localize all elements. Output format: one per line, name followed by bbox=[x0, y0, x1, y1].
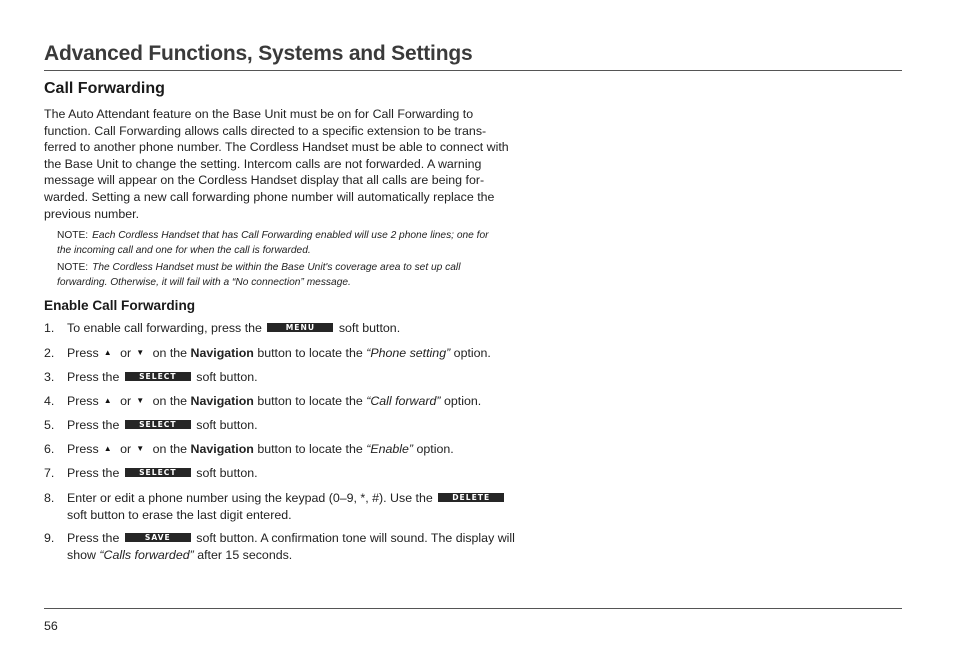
navigation-down-arrow-icon: ▼ bbox=[136, 444, 145, 454]
intro-line: ferred to another phone number. The Cordless Handset must be able to connect with bbox=[44, 140, 509, 155]
navigation-up-arrow-icon: ▲ bbox=[103, 348, 112, 358]
step-text-part: or bbox=[120, 394, 132, 408]
note-label: NOTE: bbox=[57, 262, 89, 273]
step-text-part: Press the bbox=[67, 466, 120, 480]
step-text-part: button to locate the bbox=[257, 394, 363, 408]
step-number: 9. bbox=[44, 531, 55, 545]
select-soft-key: SELECT bbox=[125, 468, 191, 477]
step-text-part: soft button to erase the last digit entered. bbox=[67, 508, 292, 522]
step-text-part: Press the bbox=[67, 531, 120, 545]
step-text-part: To enable call forwarding, press the bbox=[67, 321, 262, 335]
step-text-part: Press bbox=[67, 442, 99, 456]
step-text-part: soft button. A confirmation tone will sound. The display will bbox=[196, 531, 515, 545]
step-text-part: or bbox=[120, 346, 132, 360]
navigation-button-label: Navigation bbox=[190, 394, 254, 408]
intro-line: previous number. bbox=[44, 206, 140, 221]
subsection-title: Enable Call Forwarding bbox=[44, 298, 196, 313]
intro-line: the Base Unit to change the setting. Intercom calls are not forwarded. A warning bbox=[44, 156, 482, 171]
step-text bbox=[67, 345, 559, 362]
step-number: 5. bbox=[44, 418, 55, 432]
step-text-part: Press the bbox=[67, 370, 120, 384]
step-text bbox=[67, 417, 559, 434]
page-header bbox=[44, 40, 902, 71]
step-number: 1. bbox=[44, 321, 55, 335]
step-text bbox=[67, 441, 559, 458]
step-text-part: show bbox=[67, 548, 96, 562]
step-text-part: option. bbox=[453, 346, 491, 360]
step-text bbox=[67, 465, 559, 482]
menu-option-name: “Enable” bbox=[366, 442, 414, 456]
step-text bbox=[67, 393, 559, 410]
step-text bbox=[67, 320, 559, 337]
display-message: “Calls forwarded” bbox=[99, 548, 194, 562]
note-text: Each Cordless Handset that has Call Forwarding enabled will use 2 phone lines; one for bbox=[92, 230, 489, 241]
intro-line: warded. Setting a new call forwarding phone number will automatically replace the bbox=[44, 189, 495, 204]
step-number: 8. bbox=[44, 491, 55, 505]
navigation-up-arrow-icon: ▲ bbox=[103, 396, 112, 406]
select-soft-key: SELECT bbox=[125, 372, 191, 381]
footer-divider bbox=[44, 608, 902, 609]
step-text-part: soft button. bbox=[196, 418, 258, 432]
step-text-part: option. bbox=[444, 394, 482, 408]
note-text: forwarding. Otherwise, it will fail with a “No connection” message. bbox=[57, 277, 351, 289]
intro-line: message will appear on the Cordless Handset display that all calls are being for- bbox=[44, 173, 485, 188]
note-label: NOTE: bbox=[57, 230, 89, 241]
step-number: 7. bbox=[44, 466, 55, 480]
section-title: Call Forwarding bbox=[44, 80, 165, 97]
navigation-button-label: Navigation bbox=[190, 442, 254, 456]
note-text: the incoming call and one for when the call is forwarded. bbox=[57, 245, 311, 257]
intro-line: The Auto Attendant feature on the Base Unit must be on for Call Forwarding to bbox=[44, 107, 474, 121]
navigation-button-label: Navigation bbox=[190, 346, 254, 360]
step-text-part: option. bbox=[416, 442, 454, 456]
step-text bbox=[67, 530, 559, 564]
note-1 bbox=[57, 228, 557, 259]
navigation-down-arrow-icon: ▼ bbox=[136, 348, 145, 358]
step-text bbox=[67, 490, 559, 524]
step-text-part: or bbox=[120, 442, 132, 456]
step-text-part: soft button. bbox=[338, 321, 401, 335]
step-text-part: button to locate the bbox=[257, 442, 363, 456]
page-number: 56 bbox=[44, 619, 58, 633]
menu-option-name: “Phone setting” bbox=[366, 346, 451, 360]
navigation-up-arrow-icon: ▲ bbox=[103, 444, 112, 454]
step-text-part: Press bbox=[67, 346, 99, 360]
step-text-part: on the bbox=[152, 346, 188, 360]
navigation-down-arrow-icon: ▼ bbox=[136, 396, 145, 406]
page-title: Advanced Functions, Systems and Settings bbox=[44, 42, 473, 65]
step-text-part: soft button. bbox=[196, 466, 258, 480]
step-text-part: soft button. bbox=[196, 370, 258, 384]
note-line bbox=[57, 228, 557, 243]
step-text-part: Press bbox=[67, 394, 99, 408]
step-text-part: on the bbox=[152, 442, 188, 456]
step-text-part: button to locate the bbox=[257, 346, 363, 360]
intro-line: function. Call Forwarding allows calls directed to a specific extension to be trans- bbox=[44, 123, 487, 138]
save-soft-key: SAVE bbox=[125, 533, 191, 542]
step-number: 3. bbox=[44, 370, 55, 384]
step-number: 6. bbox=[44, 442, 55, 456]
step-number: 4. bbox=[44, 394, 55, 408]
step-text-part: on the bbox=[152, 394, 188, 408]
step-number: 2. bbox=[44, 346, 55, 360]
delete-soft-key: DELETE bbox=[438, 493, 504, 502]
step-text bbox=[67, 369, 559, 386]
step-text-part: Press the bbox=[67, 418, 120, 432]
select-soft-key: SELECT bbox=[125, 420, 191, 429]
menu-option-name: “Call forward” bbox=[366, 394, 441, 408]
menu-soft-key: MENU bbox=[267, 323, 333, 332]
note-line bbox=[57, 260, 557, 275]
note-text: The Cordless Handset must be within the Base Unit's coverage area to set up call bbox=[92, 262, 461, 273]
note-2 bbox=[57, 260, 557, 291]
intro-paragraph bbox=[44, 106, 550, 222]
step-text-part: Enter or edit a phone number using the keypad (0–9, *, #). Use the bbox=[67, 491, 433, 505]
step-text-part: after 15 seconds. bbox=[197, 548, 293, 562]
